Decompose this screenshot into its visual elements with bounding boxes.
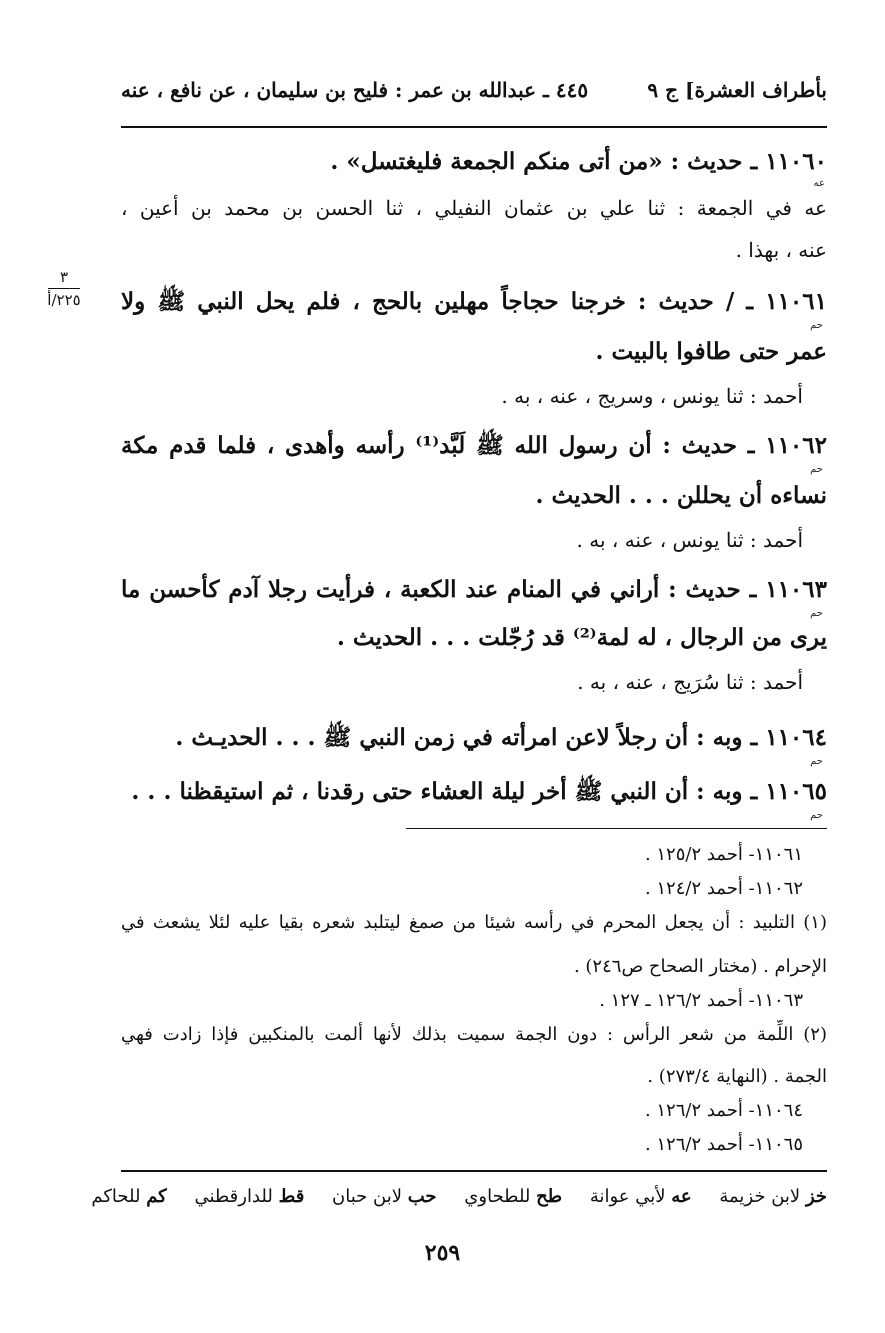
footnote-line: ١١٠٦٤- أحمد ١٢٦/٢ . <box>644 1100 803 1121</box>
entry-number: ١١٠٦٥ <box>765 778 827 805</box>
source-symbol: حم <box>810 608 823 619</box>
legend-name: للدارقطني <box>194 1186 273 1207</box>
source-symbol: حم <box>810 756 823 767</box>
entry-line <box>121 772 827 812</box>
legend-code: خز <box>805 1186 827 1207</box>
entry-text: ـ وبه : أن رجلاً لاعن امرأته في زمن النبي ﷺ . . . الحديـث . <box>175 724 766 751</box>
footnote-rule <box>406 828 827 829</box>
chain-line: أحمد : ثنا سُرَيج ، عنه ، به . <box>577 670 803 694</box>
chain-line: عنه ، بهذا . <box>735 238 827 262</box>
legend-code: قط <box>278 1186 305 1207</box>
entry-number: ١١٠٦٣ <box>765 576 827 603</box>
page-number: ٢٥٩ <box>424 1240 461 1266</box>
margin-folio-note <box>44 268 84 309</box>
legend-code: كم <box>146 1186 167 1207</box>
footnote-line: الإحرام . (مختار الصحاح ص٢٤٦) . <box>573 956 827 977</box>
legend-code: طح <box>536 1186 563 1207</box>
legend-name: للطحاوي <box>464 1186 531 1207</box>
chain-line: أحمد : ثنا يونس ، وسريج ، عنه ، به . <box>501 384 803 408</box>
entry-number: ١١٠٦٤ <box>765 724 827 751</box>
entry-line <box>121 718 827 758</box>
legend-name: للحاكم <box>91 1186 141 1207</box>
entry-line: يرى من الرجال ، له لمة⁽²⁾ قد رُجّلت . . . الحديث . <box>336 624 827 651</box>
legend-name: لابن حبان <box>332 1186 403 1207</box>
entry-text: ـ حديث : «من أتى منكم الجمعة فليغتسل» . <box>330 148 766 175</box>
footnote-line: (١) التلبيد : أن يجعل المحرم في رأسه شيئا من صمغ ليتلبد شعره بقيا عليه لئلا يشعث في <box>121 912 827 933</box>
legend-rule <box>121 1170 827 1172</box>
source-symbol: حم <box>810 320 823 331</box>
entry-number: ١١٠٦٠ <box>765 148 827 175</box>
entry-number: ١١٠٦٢ <box>765 432 827 459</box>
entry-line <box>121 426 827 466</box>
entry-line: عمر حتى طافوا بالبيت . <box>595 338 827 365</box>
footnote-line: ١١٠٦١- أحمد ١٢٥/٢ . <box>644 844 803 865</box>
legend-item <box>590 1186 692 1207</box>
entry-text: ـ / حديث : خرجنا حجاجاً مهلين بالحج ، فلم يحل النبي ﷺ ولا <box>121 288 766 315</box>
running-header <box>121 78 827 118</box>
abbreviation-legend <box>91 1186 827 1207</box>
margin-note-top: ٣ <box>59 268 69 286</box>
margin-note-divider <box>48 288 80 289</box>
legend-name: لأبي عوانة <box>589 1186 666 1207</box>
entry-text: ـ وبه : أن النبي ﷺ أخر ليلة العشاء حتى رقدنا ، ثم استيقظنا . . . <box>131 778 766 805</box>
entry-text: ـ حديث : أن رسول الله ﷺ لَبَّد⁽¹⁾ رأسه وأهدى ، فلما قدم مكة <box>121 432 755 459</box>
source-symbol: حم <box>810 464 823 475</box>
chain-line: عه في الجمعة : ثنا علي بن عثمان النفيلي ، ثنا الحسن بن محمد بن أعين ، <box>121 196 827 220</box>
header-title: بأطراف العشرة] ج ٩ <box>647 78 827 102</box>
footnote-line: الجمة . (النهاية ٢٧٣/٤) . <box>647 1066 827 1087</box>
entry-line <box>121 570 827 610</box>
footnote-line: ١١٠٦٥- أحمد ١٢٦/٢ . <box>644 1134 803 1155</box>
legend-item <box>332 1186 437 1207</box>
margin-note-bottom: ٢٢٥/أ <box>47 291 81 309</box>
source-symbol: عه <box>813 178 825 189</box>
entry-line <box>121 142 827 182</box>
source-symbol: حم <box>810 810 823 821</box>
chain-line: أحمد : ثنا يونس ، عنه ، به . <box>576 528 803 552</box>
legend-code: عه <box>671 1186 692 1207</box>
footnote-line: ١١٠٦٢- أحمد ١٢٤/٢ . <box>644 878 803 899</box>
entry-text: ـ حديث : أراني في المنام عند الكعبة ، فرأيت رجلا آدم كأحسن ما <box>121 576 766 603</box>
legend-item <box>194 1186 304 1207</box>
legend-item <box>719 1186 827 1207</box>
header-rule <box>121 126 827 128</box>
legend-name: لابن خزيمة <box>719 1186 801 1207</box>
footnote-line: (٢) اللِّمة من شعر الرأس : دون الجمة سميت بذلك لأنها ألمت بالمنكبين فإذا زادت فهي <box>121 1024 827 1045</box>
legend-code: حب <box>407 1186 437 1207</box>
entry-line <box>121 282 827 322</box>
legend-item <box>464 1186 562 1207</box>
legend-item <box>91 1186 166 1207</box>
header-subtitle: ٤٤٥ ـ عبدالله بن عمر : فليح بن سليمان ، عن نافع ، عنه <box>121 78 589 102</box>
entry-line: نساءه أن يحللن . . . الحديث . <box>535 482 827 509</box>
entry-number: ١١٠٦١ <box>765 288 827 315</box>
footnote-line: ١١٠٦٣- أحمد ١٢٦/٢ ـ ١٢٧ . <box>599 990 803 1011</box>
